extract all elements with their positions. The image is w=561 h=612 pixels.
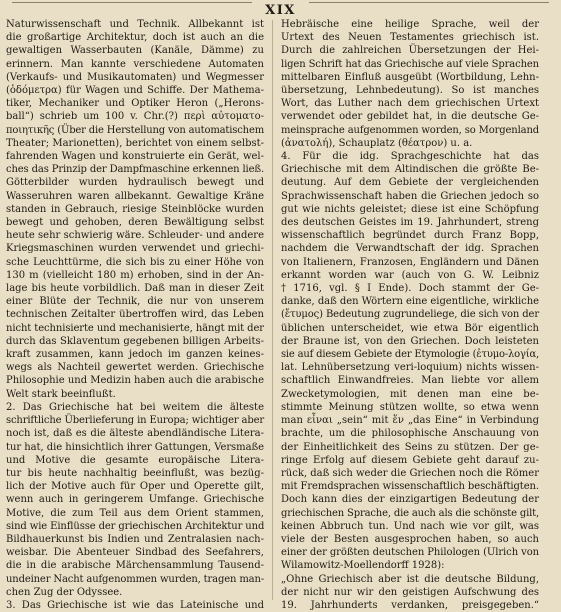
text-line: Kriegsmaschinen wurden verwendet und griechi-	[6, 243, 264, 255]
text-line: Griechische mit dem Altindischen die größte Be-	[281, 164, 539, 176]
text-line: ball“) schrieb um 100 v. Chr.(?) περὶ αὐτοματο-	[6, 111, 264, 123]
text-line: 130 m (vielleicht 180 m) erhoben, sind in der An-	[6, 269, 264, 281]
text-line: sind wie Einflüsse der griechischen Architektur und	[6, 520, 265, 532]
text-line: und Motive die gesamte europäische Litera-	[6, 454, 264, 466]
text-line: kraft zusammen, kann jedoch im ganzen keines-	[6, 349, 264, 361]
text-line: durch das Sklaventum gegebenen billigen Arbeits-	[6, 335, 264, 347]
text-line: mittelbaren Einfluß ausgeübt (Wortbildung, Lehn-	[281, 71, 539, 83]
text-line: lage bis heute vorbildlich. Daß man in dieser Zeit	[6, 283, 264, 295]
text-line: 4. Für die idg. Sprachgeschichte hat das	[281, 151, 539, 163]
text-line: üblichen unterscheidet, wie etwa Bör eigentlich	[281, 322, 539, 334]
text-line: brachte, um die philosophische Anschauung von	[281, 428, 539, 440]
text-line: nicht technisierte und mechanisierte, hängt mit der	[6, 322, 264, 334]
text-line: noch ist, daß es die älteste abendländische Litera-	[6, 428, 264, 440]
text-line: Durch die zahlreichen Übersetzungen der Hei-	[281, 45, 539, 57]
text-line: (ὁδόμετρα) für Wagen und Schiffe. Der Mathema-	[6, 85, 264, 97]
text-line: gewaltigen Wasserbauten (Kanäle, Dämme) zu	[6, 45, 264, 57]
text-line: Urtext des Neuen Testamentes griechisch ist.	[281, 32, 539, 44]
text-line: Wilamowitz-Moellendorff 1928):	[281, 560, 445, 572]
text-line: tur bis heute nachhaltig beeinflußt, was bezüg-	[6, 467, 264, 479]
text-line: sie auf diesem Gebiete der Etymologie (ἐτυμο-λογία,	[281, 349, 539, 361]
text-line: der nicht nur wir den geistigen Aufschwung des	[281, 586, 539, 598]
text-line: griechischen Sprache, die auch als die schönste gilt,	[281, 507, 539, 519]
text-line: (ἔτυμος) Bedeutung zugrundeliege, die sich von der	[281, 309, 539, 321]
text-line: verwendet oder gebildet hat, in die deutsche Ge-	[281, 111, 539, 123]
text-line: heute sehr schwierig wäre. Schleuder- und andere	[6, 230, 264, 242]
text-line: von Italienern, Franzosen, Engländern und Dänen	[281, 256, 539, 268]
text-line: einer der größten deutschen Philologen (Ulrich von	[281, 547, 539, 559]
text-line: Doch kann dies der einzigartigen Bedeutung der	[281, 494, 539, 506]
text-line: weisbar. Die Abenteuer Sindbad des Seefahrers,	[6, 547, 264, 559]
text-line: fahrenden Wagen und konstruierte ein Gerät, wel-	[6, 151, 264, 163]
text-line: Wort, das Luther nach dem griechischen Urtext	[281, 98, 539, 110]
text-line: chen Zug der Odyssee.	[6, 586, 123, 598]
text-line: wissenschaftlich begründet durch Franz Bopp,	[281, 230, 539, 242]
text-line: deutung. Auf dem Gebiete der vergleichenden	[281, 177, 539, 189]
text-line: (Verkaufs- und Musikautomaten) und Wegmesser	[6, 71, 264, 83]
text-line: man εἶναι „sein“ mit ἕν „das Eine“ in Verbindung	[281, 415, 539, 427]
text-line: Welt stark beeinflußt.	[6, 388, 116, 400]
text-line: erinnern. Man kannte verschiedene Automaten	[6, 58, 264, 70]
text-line: tur hat, die hinsichtlich ihrer Gattungen, Versmaße	[6, 441, 264, 453]
text-line: schriftliche Überlieferung in Europa; wichtiger aber	[6, 415, 264, 427]
text-line: gut wie nichts geleistet; diese ist eine Schöpfung	[281, 203, 539, 215]
left-text-column	[6, 18, 265, 611]
text-line: 3. Das Griechische ist wie das Lateinische und	[6, 599, 264, 611]
text-line: Motive, die zum Teil aus dem Orient stammen,	[6, 507, 264, 519]
text-line: übersetzung, Lehnbedeutung). So ist manches	[281, 85, 539, 97]
header-rule-right	[309, 2, 549, 3]
text-line: erkannt worden war (auch von G. W. Leibniz	[281, 269, 539, 281]
page-number: XIX	[265, 2, 296, 18]
text-line: lich der Motive auch für Oper und Operette gilt,	[6, 481, 264, 493]
text-line: undeiner Nacht aufgenommen wurden, tragen man-	[6, 573, 264, 585]
text-line: nachdem die Verwandtschaft der idg. Sprachen	[281, 243, 539, 255]
text-line: stimmte Meinung stützen wollte, so etwa wenn	[281, 401, 539, 413]
text-line: des deutschen Geistes im 19. Jahrhundert, streng	[281, 217, 539, 229]
text-line: Philosophie und Medizin haben auch die arabische	[6, 375, 264, 387]
text-line: 19. Jahrhunderts verdanken, preisgegeben.“	[281, 599, 539, 611]
text-line: Naturwissenschaft und Technik. Allbekannt ist	[6, 19, 264, 30]
text-line: wenn auch in geringerem Umfange. Griechische	[6, 494, 264, 506]
header-rule-left	[12, 2, 252, 3]
text-line: Wasseruhren waren allbekannt. Gewaltige Kräne	[6, 190, 264, 202]
right-text-column	[281, 18, 539, 611]
text-line: ligen Schrift hat das Griechische auf viele Sprachen	[281, 58, 539, 70]
text-line: † 1716, vgl. § I Ende). Doch stammt der Ge-	[281, 283, 539, 295]
text-line: bewegt und gehoben, deren Bewältigung selbst	[6, 217, 264, 229]
text-line: Hebräische eine heilige Sprache, weil der	[281, 19, 539, 30]
text-line: Götterbilder wurden hydraulisch bewegt und	[6, 177, 264, 189]
text-line: (ἀνατολή), Schauplatz (θέατρον) u. a.	[281, 137, 473, 149]
text-line: technischen Zeitalter übertroffen wird, das Leben	[6, 309, 264, 321]
text-line: „Ohne Griechisch aber ist die deutsche Bildung,	[281, 573, 539, 585]
text-line: der Einheitlichkeit des Seins zu stützen. Der ge-	[281, 441, 539, 453]
text-line: meinsprache aufgenommen worden, so Morgenland	[281, 124, 539, 136]
text-line: die in die arabische Märchensammlung Tausend-	[6, 560, 264, 572]
text-line: Zwecketymologien, mit denen man eine be-	[281, 388, 539, 400]
text-line: ποιητικῆς (Über die Herstellung von automatischem	[6, 124, 264, 136]
text-line: keinen Abbruch tun. Und nach wie vor gilt, was	[281, 520, 539, 532]
text-line: tiker, Mechaniker und Optiker Heron („Herons-	[6, 98, 264, 110]
text-line: danke, daß den Wörtern eine eigentliche, wirkliche	[281, 296, 539, 308]
text-line: einer Blüte der Technik, die nur von unserem	[6, 296, 264, 308]
text-line: standen in Gebrauch, riesige Steinblöcke wurden	[6, 203, 264, 215]
text-line: schaftlich Einwandfreies. Man liebte vor allem	[281, 375, 539, 387]
text-line: viele der Besten ausgesprochen haben, so auch	[281, 533, 539, 545]
text-line: ches das Prinzip der Dampfmaschine erkennen ließ.	[6, 164, 264, 176]
text-line: die großartige Architektur, doch ist auch an die	[6, 32, 264, 44]
text-line: mit Fremdsprachen wissenschaftlich beschäftigten.	[281, 481, 539, 493]
text-line: 2. Das Griechische hat bei weitem die älteste	[6, 401, 264, 413]
column-divider	[272, 20, 273, 600]
text-line: Bildhauerkunst bis Indien und Zentralasien nach-	[6, 533, 264, 545]
text-line: sche Leuchttürme, die sich bis zu einer Höhe von	[6, 256, 264, 268]
text-line: ringe Erfolg auf diesem Gebiete geht darauf zu-	[281, 454, 539, 466]
text-line: der Braune ist, von den Griechen. Doch leisteten	[281, 335, 539, 347]
text-line: Sprachwissenschaft haben die Griechen jedoch so	[281, 190, 539, 202]
text-line: wegs als Nachteil gewertet werden. Griechische	[6, 362, 264, 374]
text-line: rück, daß sich weder die Griechen noch die Römer	[281, 467, 539, 479]
text-line: Theater; Marionetten), berichtet von einem selbst-	[6, 137, 264, 149]
page-header	[0, 0, 561, 20]
text-line: lat. Lehnübersetzung veri-loquium) nichts wissen-	[281, 362, 539, 374]
